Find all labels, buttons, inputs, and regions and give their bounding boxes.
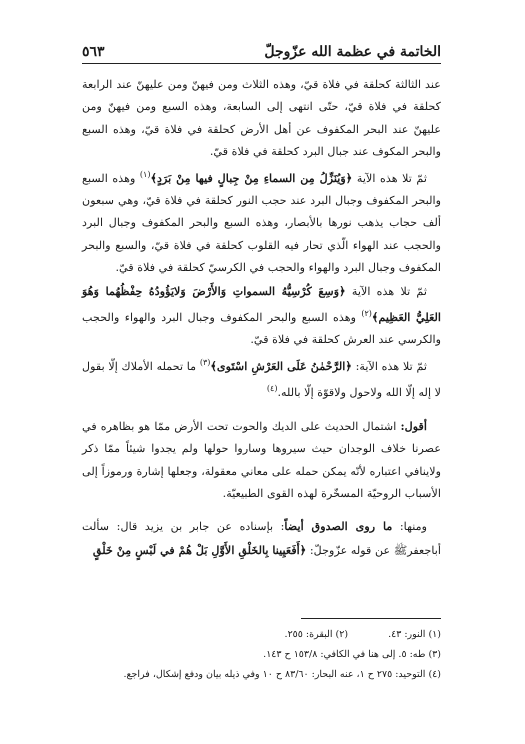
paragraph-body: ما تحمله الأملاك إلّا بقول لا إله إلّا الله ولاحول ولاقوّة إلّا بالله.	[82, 359, 441, 400]
paragraph: عند الثالثة كحلقة في فلاة قيّ، وهذه الثلاث ومن فيهنّ ومن عليهنّ عند الرابعة كحلقة في فلاة قيّ، حتّى انتهى إلى السابعة، وهذه السبع ومن فيهنّ ومن عليهنّ عند البحر المكفوف عن أهل الأرض كحلقة في فلاة قيّ، وهذه السبع والبحر المكوف عند جبال البرد كحلقة في فلاة قيّ.	[82, 78, 441, 159]
paragraph-lead: ومنها:	[392, 520, 428, 534]
paragraph-body: وهذه السبع والبحر المكفوف وجبال البرد عند حجب النور كحلقة في فلاة قيّ، وهي سبعون ألف حجاب يذهب نورها بالأبصار، وهذه السبع والبحر المكفوف وجبال البرد والحجب عند الهواء الّذي تحار فيه القلوب كحلقة في فلاة قيّ، والسبع والبحر المكفوف وجبال البرد والهواء والحجب في الكرسيّ كحلقة في فلاة قيّ.	[82, 171, 441, 275]
footnote-marker: (٤)	[266, 384, 278, 394]
page-number: ٥٦٣	[82, 44, 105, 60]
paragraph-body: اشتمال الحديث على الديك والحوت تحت الأرض ممّا هو بظاهره في عصرنا خلاف الوجدان حيث سيروها وساروا حولها ولم يجدوا شيئاً ممّا ذكر ولاينافي اعتباره لأنّه يمكن حمله على معاني معقولة، وجعلها إشارة ورموزاً إلى الأسباب الروحيّة المسخّرة لهذه القوى الطبيعيّة.	[82, 419, 441, 500]
footnote: (١) النور: ٤٣.	[388, 629, 441, 640]
footnote: (٤) التوحيد: ٢٧٥ ح ١، عنه البحار: ٨٣/٦٠ ح ١٠ وفي ذيله بيان ودفع إشكال، فراجع.	[123, 669, 441, 680]
paragraph-lead: ثمّ تلا هذه الآية	[345, 284, 427, 298]
paragraph	[82, 415, 441, 506]
footnote-marker: (٢)	[361, 309, 372, 319]
quran-verse: ﴿وَيُنَزِّلُ مِن السماءِ مِنْ جِبالٍ فيها مِنْ بَرَدٍ﴾	[150, 170, 353, 185]
footnote-rule	[301, 618, 441, 619]
header-rule	[82, 63, 441, 64]
quran-verse: ﴿الرَّحْمٰنُ عَلَى العَرْشِ اسْتَوى﴾	[210, 358, 352, 373]
main-text	[82, 74, 441, 562]
paragraph-body: : بإسناده عن جابر بن يزيد قال: سألت أباجعفرﷺ عن قوله عزّوجلّ:	[82, 520, 441, 557]
quran-verse: ﴿أَفَعَيِينا بِالخَلْقِ الأَوَّلِ بَلْ هُمْ في لَبْسٍ مِنْ خَلْقٍ	[92, 542, 307, 557]
paragraph-lead: ثمّ تلا هذه الآية	[352, 171, 427, 185]
paragraph	[82, 164, 441, 280]
footnote-marker: (٣)	[199, 357, 211, 367]
paragraph-body: وهذه السبع والبحر المكفوف وجبال البرد والهواء والحجب والكرسي عند العرش كحلقة في فلاة قيّ.	[82, 311, 441, 347]
paragraph-lead: ثمّ تلا هذه الآية:	[351, 359, 427, 373]
paragraph	[82, 280, 441, 352]
narration-heading: ما روى الصدوق أيضاً	[284, 519, 393, 534]
header-title: الخاتمة في عظمة الله عزّوجلّ	[264, 44, 441, 60]
comment-label: أقول:	[400, 418, 427, 433]
footnote: (٢) البقرة: ٢٥٥.	[284, 629, 349, 640]
footnotes	[82, 625, 441, 685]
running-header	[82, 38, 441, 60]
paragraph	[82, 515, 441, 562]
quran-verse: ﴿وَسِعَ كُرْسِيُّهُ السمواتِ وَالأَرْضَ وَلايَؤُودُهُ حِفْظُهُما وَهُوَ العَلِيُّ العَظِيم﴾	[82, 283, 441, 325]
paragraph	[82, 352, 441, 405]
footnote: (٣) طه: ٥. إلى هنا في الكافي: ١٥٣/٨ ح ١٤٣.	[263, 649, 441, 660]
footnote-row	[82, 625, 441, 645]
footnote-marker: (١)	[139, 169, 151, 179]
